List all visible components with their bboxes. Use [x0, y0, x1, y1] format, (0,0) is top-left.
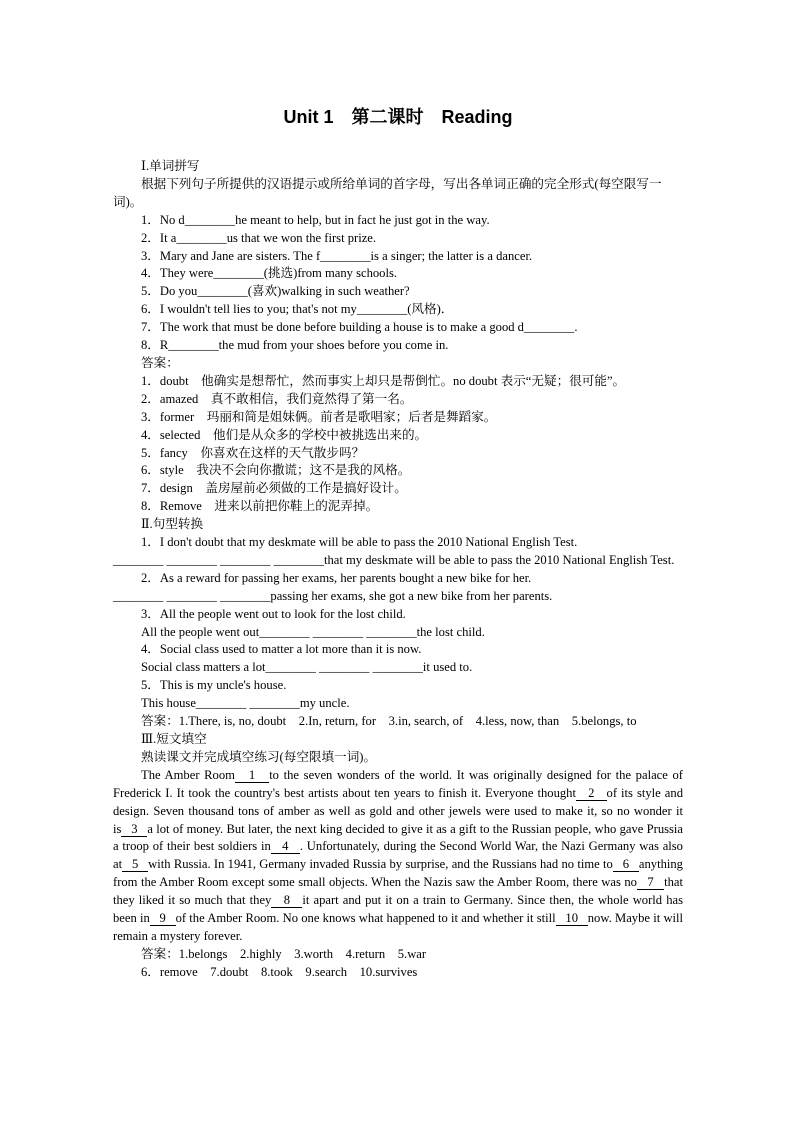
page-title: Unit 1 第二课时 Reading	[283, 107, 513, 127]
passage-text: of its style and design. Seven thousand tons of amber as well as gold and other jewels were used to make it, so no wonder it is	[113, 785, 683, 836]
cloze-blank: 2	[576, 786, 607, 801]
word-item: 6．I wouldn't tell lies to you; that's not my________(风格)．	[141, 302, 454, 317]
sentence-original: 1．I don't doubt that my deskmate will be able to pass the 2010 National English Test.	[141, 535, 578, 550]
cloze-blank: 4	[271, 839, 300, 854]
word-item: 3．Mary and Jane are sisters. The f________is a singer; the latter is a dancer.	[141, 248, 533, 263]
passage-text: a lot of money. But later, the next king decided to give it as a gift to the Russian people, who gave Prussia a troop of their best soldiers in	[113, 821, 684, 854]
cloze-blank: 9	[150, 911, 176, 926]
cloze-blank: 7	[637, 875, 664, 890]
sentence-rewrite: ________ ________ ________passing her exams, she got a new bike from her parents.	[113, 588, 553, 603]
answer-item: 7．design 盖房屋前必须做的工作是搞好设计。	[141, 481, 407, 496]
passage-text: . Unfortunately, during the Second World War, the Nazi Germany was also at	[113, 839, 683, 872]
passage-text: anything from the Amber Room except some small objects. When the Nazis saw the Amber Room, there was no	[113, 857, 683, 890]
passage-text: The Amber Room	[141, 767, 235, 782]
passage-text: with Russia. In 1941, Germany invaded Russia by surprise, and the Russians had no time to	[148, 857, 613, 872]
answer-item: 2．amazed 真不敢相信，我们竟然得了第一名。	[141, 391, 413, 406]
cloze-blank: 8	[271, 893, 302, 908]
passage-text: it apart and put it on a train to Germany. Since then, the whole world has been in	[113, 893, 684, 926]
cloze-blank: 10	[556, 911, 588, 926]
passage-text: now. Maybe it will remain a mystery forever.	[113, 911, 684, 943]
section-3-answer: 6．remove 7.doubt 8.took 9.search 10.survives	[141, 964, 418, 979]
passage-text: of the Amber Room. No one knows what happened to it and whether it still	[175, 911, 556, 926]
sentence-original: 4．Social class used to matter a lot more than it is now.	[141, 642, 422, 657]
section-3-answer: 答案：1.belongs 2.highly 3.worth 4.return 5.war	[141, 946, 427, 961]
sentence-original: 5．This is my uncle's house.	[141, 678, 287, 693]
cloze-blank: 1	[235, 768, 269, 783]
sentence-original: 2．As a reward for passing her exams, her parents bought a new bike for her.	[141, 570, 532, 585]
section-2-heading: Ⅱ.句型转换	[141, 517, 204, 532]
cloze-blank: 3	[121, 822, 147, 837]
answer-item: 4．selected 他们是从众多的学校中被挑选出来的。	[141, 427, 428, 442]
answer-item: 1．doubt 他确实是想帮忙，然而事实上却只是帮倒忙。no doubt 表示“无疑；很可能”。	[141, 373, 626, 388]
answer-item: 5．fancy 你喜欢在这样的天气散步吗？	[141, 445, 365, 460]
section-1-heading: Ⅰ.单词拼写	[141, 159, 200, 173]
word-item: 1．No d________he meant to help, but in fact he just got in the way.	[141, 212, 490, 227]
cloze-blank: 5	[122, 857, 148, 872]
section-2-answer: 答案：1.There, is, no, doubt 2.In, return, for 3.in, search, of 4.less, now, than 5.belongs, to	[141, 714, 637, 729]
cloze-passage	[113, 767, 683, 946]
section-1-answer-label: 答案：	[141, 355, 179, 370]
document-body	[113, 158, 683, 982]
word-item: 7．The work that must be done before building a house is to make a good d________.	[141, 320, 578, 335]
word-item: 8．R________the mud from your shoes before you come in.	[141, 338, 449, 353]
sentence-rewrite: ________ ________ ________ ________that my deskmate will be able to pass the 2010 National English Test.	[113, 552, 675, 567]
sentence-rewrite: This house________ ________my uncle.	[141, 696, 350, 711]
section-3-instruction: 熟读课文并完成填空练习(每空限填一词)。	[141, 749, 377, 764]
passage-text: to the seven wonders of the world. It was originally designed for the palace of Frederick I. It took the country's best artists about ten years to finish it. Everyone thought	[113, 767, 683, 800]
word-item: 5．Do you________(喜欢)walking in such weather?	[141, 284, 410, 299]
word-item: 4．They were________(挑选)from many schools.	[141, 266, 398, 281]
word-item: 2．It a________us that we won the first prize.	[141, 230, 377, 245]
cloze-blank: 6	[613, 857, 639, 872]
passage-text: that they liked it so much that they	[113, 875, 683, 908]
sentence-rewrite: All the people went out________ ________ ________the lost child.	[141, 624, 485, 639]
answer-item: 8．Remove 进来以前把你鞋上的泥弄掉。	[141, 499, 379, 514]
sentence-rewrite: Social class matters a lot________ ________ ________it used to.	[141, 660, 473, 675]
answer-item: 3．former 玛丽和简是姐妹俩。前者是歌唱家；后者是舞蹈家。	[141, 409, 497, 424]
section-1-instruction: 根据下列句子所提供的汉语提示或所给单词的首字母，写出各单词正确的完全形式(每空限写一词)。	[113, 176, 662, 209]
sentence-original: 3．All the people went out to look for the lost child.	[141, 606, 406, 621]
section-3-heading: Ⅲ.短文填空	[141, 732, 207, 746]
answer-item: 6．style 我决不会向你撒谎；这不是我的风格。	[141, 463, 411, 478]
